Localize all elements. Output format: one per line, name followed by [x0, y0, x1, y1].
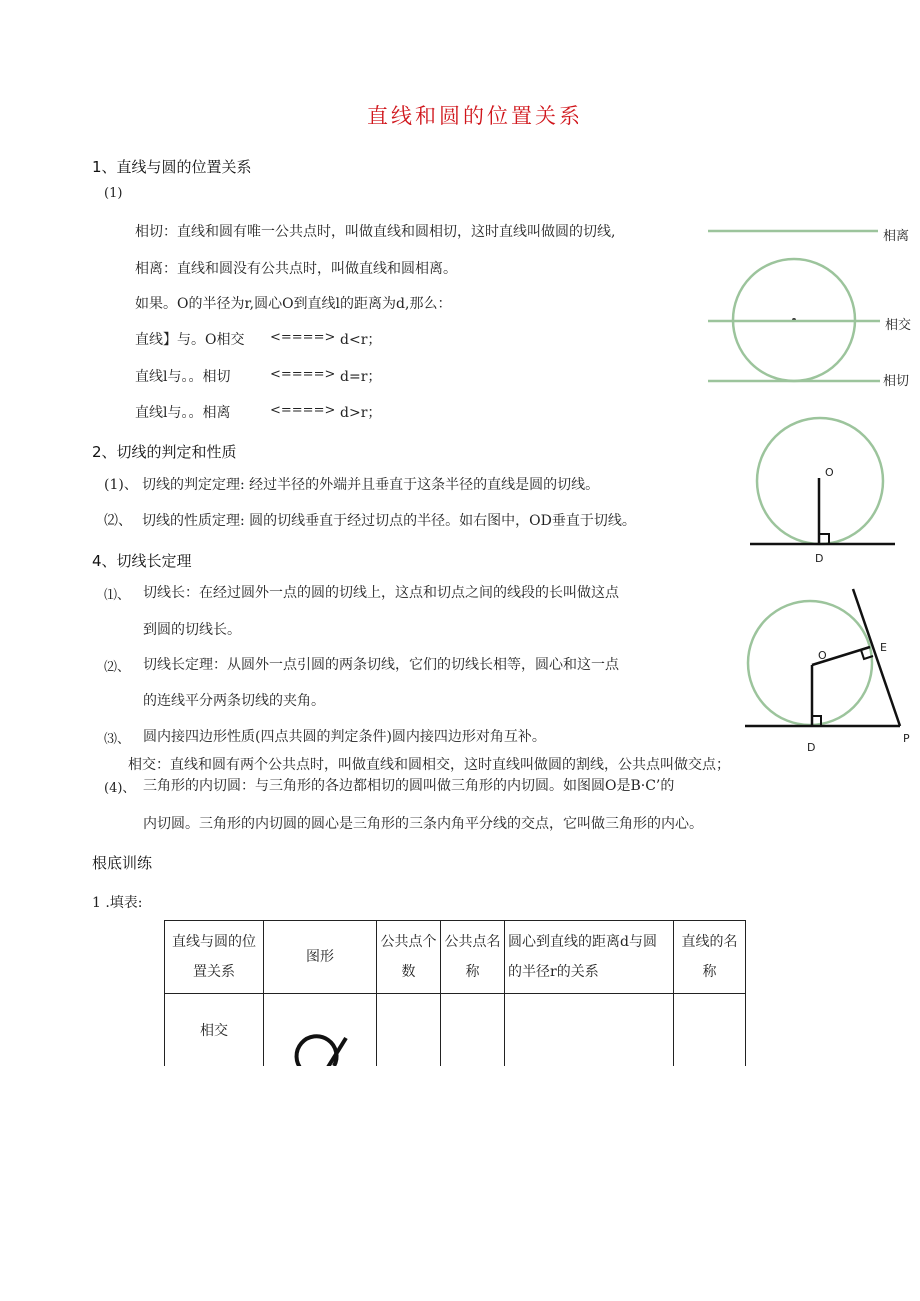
relation-intersect-arrow: <====>	[270, 330, 336, 345]
cell-position: 相交	[165, 994, 264, 1087]
section-4-item-2-cont: 的连线平分两条切线的夹角。	[143, 693, 325, 709]
section-4-item-4-marker: (4)、	[104, 781, 136, 796]
section-2-item-2-marker: ⑵、	[104, 513, 132, 529]
section-4-item-1-marker: ⑴、	[104, 588, 131, 603]
figure-tangent-radius	[745, 412, 905, 567]
header-point-name: 公共点名称	[441, 921, 505, 994]
relation-separate-right: d>r；	[340, 405, 382, 421]
circle	[748, 601, 872, 725]
label-o: O	[825, 466, 834, 479]
section-4-item-3-marker: ⑶、	[104, 732, 131, 747]
header-distance-relation: 圆心到直线的距离d与圆的半径r的关系	[505, 921, 674, 994]
relation-separate-left: 直线l与。。相离	[135, 405, 231, 421]
section-1-line-tangent: 相切：直线和圆有唯一公共点时，叫做直线和圆相切，这时直线叫做圆的切线,	[135, 224, 616, 240]
section-4-item-4-text: 三角形的内切圆：与三角形的各边都相切的圆叫做三角形的内切圆。如图圆O是B·C’的	[143, 778, 675, 794]
relation-tangent-right: d=r；	[340, 369, 382, 385]
training-heading: 根底训练	[92, 854, 153, 872]
header-line-name: 直线的名称	[674, 921, 746, 994]
section-1-line-separate: 相离：直线和圆没有公共点时，叫做直线和圆相离。	[135, 261, 457, 277]
xiangjiao-definition: 相交：直线和圆有两个公共点时，叫做直线和圆相交，这时直线叫做圆的割线，公共点叫做交点；	[128, 757, 730, 773]
label-p: P	[903, 732, 910, 745]
label-d: D	[807, 741, 816, 754]
section-4-heading: 4、切线长定理	[92, 552, 192, 570]
section-4-item-4-cont: 内切圆。三角形的内切圆的圆心是三角形的三条内角平分线的交点，它叫做三角形的内心。	[143, 816, 703, 832]
relation-intersect-right: d<r；	[340, 332, 382, 348]
tangent-pe	[853, 589, 900, 726]
section-1-line-condition: 如果。O的半径为r,圆心O到直线l的距离为d,那么：	[135, 296, 452, 312]
figure-tangent-length	[740, 585, 920, 755]
section-1-heading: 1、直线与圆的位置关系	[92, 158, 252, 176]
section-4-item-2-marker: ⑵、	[104, 660, 131, 675]
relation-tangent-left: 直线l与。。相切	[135, 369, 231, 385]
relation-separate-arrow: <====>	[270, 403, 336, 418]
label-intersect: 相交	[885, 318, 912, 333]
label-d: D	[815, 552, 824, 565]
section-1-item-marker: (1)	[104, 186, 123, 201]
label-o: O	[818, 649, 827, 662]
header-figure: 图形	[264, 921, 377, 994]
fill-in-table	[164, 920, 746, 1086]
section-4-item-1-cont: 到圆的切线长。	[143, 622, 241, 638]
page-cut-blank	[0, 1066, 920, 1301]
label-tangent: 相切	[883, 374, 910, 389]
section-2-item-1-text: 切线的判定定理: 经过半径的外端并且垂直于这条半径的直线是圆的切线。	[142, 477, 600, 493]
figure-line-circle-positions	[700, 215, 920, 395]
section-2-item-2-text: 切线的性质定理: 圆的切线垂直于经过切点的半径。如右图中，OD垂直于切线。	[142, 513, 636, 529]
label-e: E	[880, 641, 887, 654]
section-4-item-1-text: 切线长：在经过圆外一点的圆的切线上，这点和切点之间的线段的长叫做这点	[143, 585, 619, 601]
relation-tangent-arrow: <====>	[270, 367, 336, 382]
section-2-heading: 2、切线的判定和性质	[92, 443, 237, 461]
question-1: 1 .填表:	[92, 895, 143, 911]
table-header-row	[165, 921, 746, 994]
header-point-count: 公共点个数	[377, 921, 441, 994]
header-position: 直线与圆的位置关系	[165, 921, 264, 994]
relation-intersect-left: 直线】与。O相交	[135, 332, 245, 348]
page-title: 直线和圆的位置关系	[367, 104, 583, 128]
section-2-item-1-marker: (1)、	[104, 477, 138, 493]
section-4-item-3-text: 圆内接四边形性质(四点共圆的判定条件)圆内接四边形对角互补。	[143, 729, 546, 745]
section-4-item-2-text: 切线长定理：从圆外一点引圆的两条切线，它们的切线长相等，圆心和这一点	[143, 657, 619, 673]
label-separate: 相离	[883, 229, 910, 244]
